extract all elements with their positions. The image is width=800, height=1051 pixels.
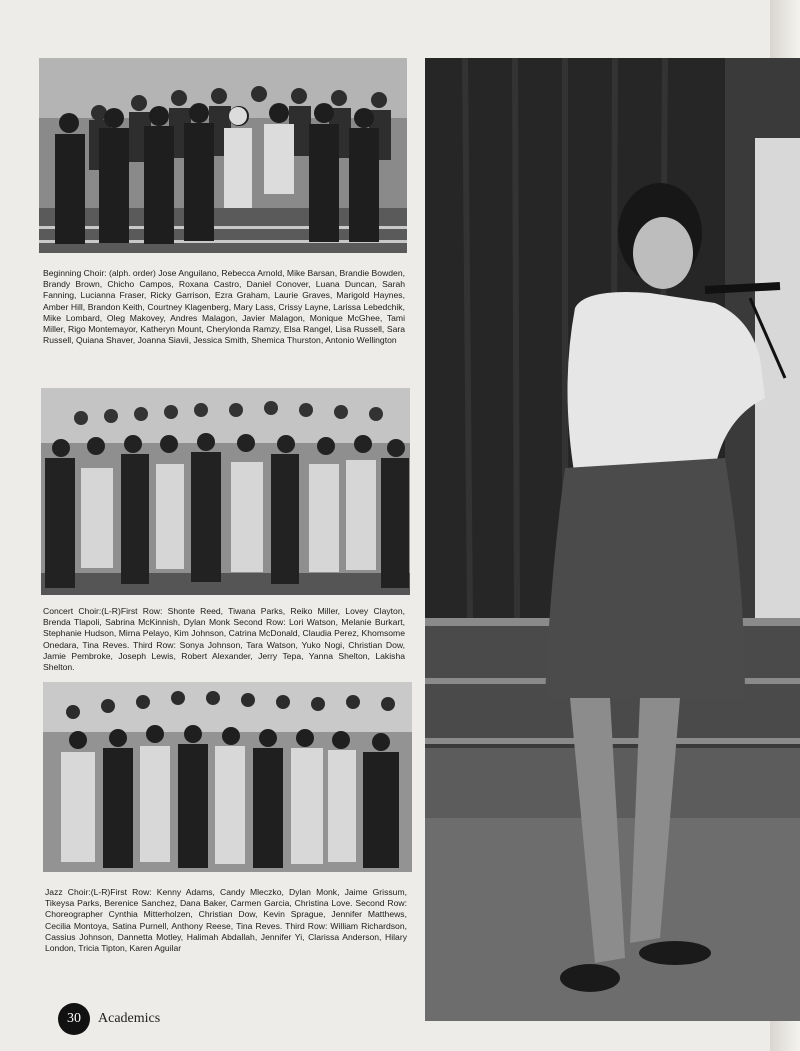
- concert-choir-photo: [41, 388, 410, 595]
- jazz-choir-photo: [43, 682, 412, 872]
- jazz-choir-caption: Jazz Choir:(L-R)First Row: Kenny Adams, Candy Mleczko, Dylan Monk, Jaime Grissum, Tikeysa Parks, Berenice Sanchez, Dana Baker, Carmen Garcia, Christina Love. Second Row: Choreographer Cynthia Mitterholzen, Christian Dow, Kevin Sprague, Jennifer Matthews, Cecilia Montoya, Satina Purnell, Anthony Reese, Tina Reves. Third Row: William Richardson, Cassius Johnson, Dannetta Motley, Halimah Abdallah, Jennifer Yi, Clarissa Anderson, Hilary London, Tricia Tipton, Karen Aguilar: [45, 887, 407, 954]
- section-label: Academics: [98, 1011, 161, 1026]
- page-number-badge: 30: [58, 1003, 90, 1035]
- beginning-choir-caption: Beginning Choir: (alph. order) Jose Anguilano, Rebecca Arnold, Mike Barsan, Brandie Bowden, Brandy Brown, Chicho Campos, Roxana Castro, Daniel Conover, Luana Duncan, Sarah Fanning, Lucianna Fraser, Ricky Garrison, Ezra Graham, Laurie Graves, Marigold Haynes, Amber Hill, Brandon Keith, Courtney Klagenberg, Mary Lass, Crissy Layne, Larissa Lebedchik, Mike Lombard, Oleg Makovey, Andres Malagon, Javier Malagon, Monique McGhee, Tami Miller, Rigo Montemayor, Katheryn Mount, Cherylonda Ramzy, Elsa Rangel, Lisa Russell, Sara Russell, Quiana Shaver, Joanna Siavii, Jessica Smith, Shemica Thurston, Antonio Wellington: [43, 268, 405, 346]
- beginning-choir-photo: [39, 58, 407, 253]
- page-folio: [58, 1003, 160, 1035]
- soloist-photo: [425, 58, 800, 1021]
- concert-choir-caption: Concert Choir:(L-R)First Row: Shonte Reed, Tiwana Parks, Reiko Miller, Lovey Clayton, Brenda Tlapoli, Sabrina McKinnish, Dylan Monk Second Row: Lori Watson, Melanie Burkart, Stephanie Hudson, Mirna Pelayo, Kim Johnson, Catrina McDonald, Claudia Perez, Khomsome Onedara, Tina Reves. Third Row: Sonya Johnson, Tara Watson, Yuko Nogi, Christian Dow, Jamie Pembroke, Joseph Lewis, Robert Alexander, Jerry Tepa, Yanna Shelton, Lakisha Shelton.: [43, 606, 405, 673]
